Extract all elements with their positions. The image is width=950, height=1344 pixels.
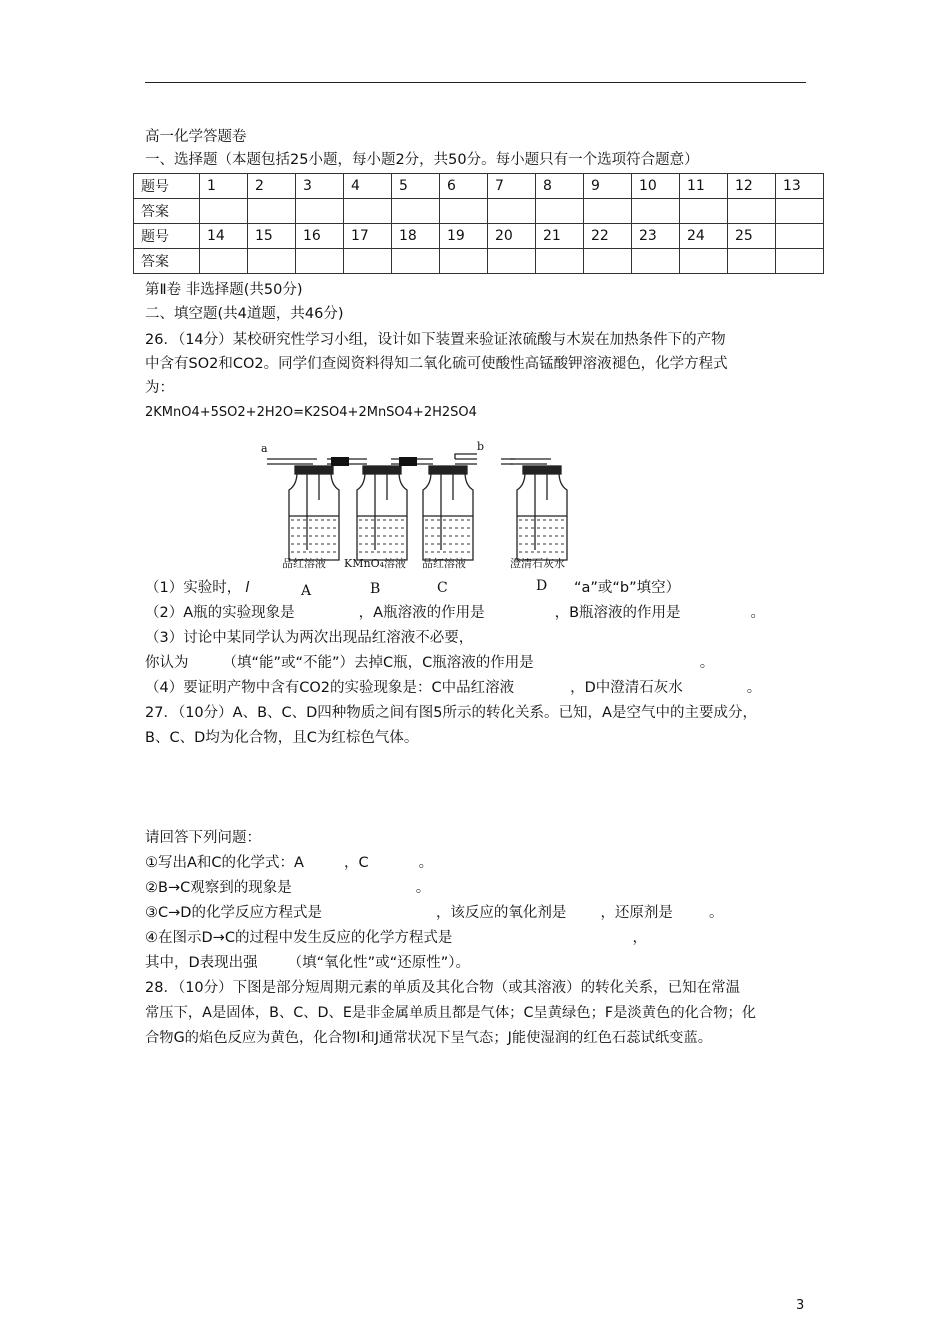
question-number: 15: [248, 224, 296, 249]
page-title: 高一化学答题卷: [145, 129, 247, 145]
q26-text: 中含有SO2和CO2。同学们查阅资料得知二氧化硫可使酸性高锰酸钾溶液褪色，化学方程式: [145, 356, 728, 372]
q26-sub3: 你认为 （填“能”或“不能”）去掉C瓶，C瓶溶液的作用是 。: [145, 655, 715, 671]
answer-cell[interactable]: [584, 249, 632, 274]
answer-cell[interactable]: [536, 249, 584, 274]
apparatus-figure: [255, 440, 585, 570]
q26-text: 为：: [145, 380, 174, 396]
answer-cell[interactable]: [440, 199, 488, 224]
bottle-a-solution-label: 品红溶液: [282, 557, 326, 570]
question-number: 1: [200, 174, 248, 199]
q26-sub1-mark: l: [245, 580, 250, 596]
answer-cell[interactable]: [248, 199, 296, 224]
answer-cell[interactable]: [200, 199, 248, 224]
q27-text: 27．（10分）A、B、C、D四种物质之间有图5所示的转化关系。已知，A是空气中的主要成分，: [145, 705, 757, 721]
question-number: 9: [584, 174, 632, 199]
q27-sub2: ②B→C观察到的现象是 。: [145, 880, 431, 896]
question-number: 24: [680, 224, 728, 249]
q26-text: 26．（14分）某校研究性学习小组，设计如下装置来验证浓硫酸与木炭在加热条件下的产物: [145, 332, 726, 348]
bottle-d-letter: D: [536, 578, 548, 594]
page-number: 3: [796, 1298, 805, 1313]
section1-title: 一、选择题（本题包括25小题，每小题2分，共50分。每小题只有一个选项符合题意）: [145, 152, 699, 168]
question-number: [776, 224, 824, 249]
q27-sub1: ①写出A和C的化学式：A ，C 。: [145, 855, 434, 871]
row-label-question: 题号: [134, 224, 200, 249]
answer-cell[interactable]: [296, 249, 344, 274]
port-a-label: a: [261, 442, 268, 455]
table-row-answers-2: [134, 249, 824, 274]
bottle-c-letter: C: [437, 580, 448, 596]
q26-sub1: [145, 578, 249, 598]
question-number: 8: [536, 174, 584, 199]
answer-cell[interactable]: [728, 249, 776, 274]
answer-cell[interactable]: [248, 249, 296, 274]
question-number: 2: [248, 174, 296, 199]
question-number: 7: [488, 174, 536, 199]
question-number: 11: [680, 174, 728, 199]
q26-sub1-suffix: “a”或“b”填空）: [574, 580, 681, 596]
q28-text: 合物G的焰色反应为黄色，化合物I和J通常状况下呈气态；J能使湿润的红色石蕊试纸变蓝。: [145, 1030, 713, 1046]
answer-cell[interactable]: [344, 199, 392, 224]
gas-washing-bottles-diagram: [255, 440, 585, 570]
question-number: 13: [776, 174, 824, 199]
question-number: 12: [728, 174, 776, 199]
question-number: 4: [344, 174, 392, 199]
section2-title: 二、填空题(共4道题，共46分): [145, 306, 344, 322]
answer-cell[interactable]: [776, 249, 824, 274]
answer-table: [133, 173, 824, 274]
q26-equation: 2KMnO4+5SO2+2H2O=K2SO4+2MnSO4+2H2SO4: [145, 405, 477, 420]
answer-cell[interactable]: [488, 249, 536, 274]
answer-cell[interactable]: [392, 249, 440, 274]
bottle-b-solution-label: KMnO₄溶液: [344, 557, 406, 570]
answer-cell[interactable]: [632, 199, 680, 224]
answer-cell[interactable]: [344, 249, 392, 274]
q27-sub4: ④在图示D→C的过程中发生反应的化学方程式是 ，: [145, 930, 647, 946]
answer-cell[interactable]: [296, 199, 344, 224]
bottle-d-solution-label: 澄清石灰水: [510, 557, 565, 570]
question-number: 3: [296, 174, 344, 199]
table-row-numbers-1: [134, 174, 824, 199]
q27-sub3: ③C→D的化学反应方程式是 ，该反应的氧化剂是 ，还原剂是 。: [145, 905, 724, 921]
question-number: 22: [584, 224, 632, 249]
question-number: 14: [200, 224, 248, 249]
q27-prompt: 请回答下列问题：: [145, 830, 261, 846]
question-number: 17: [344, 224, 392, 249]
q27-sub4-line2: 其中，D表现出强 （填“氧化性”或“还原性”）。: [145, 955, 470, 971]
question-number: 25: [728, 224, 776, 249]
answer-cell[interactable]: [680, 249, 728, 274]
row-label-question: 题号: [134, 174, 200, 199]
table-row-numbers-2: [134, 224, 824, 249]
question-number: 20: [488, 224, 536, 249]
port-b-label: b: [477, 440, 485, 453]
question-number: 10: [632, 174, 680, 199]
answer-cell[interactable]: [728, 199, 776, 224]
answer-cell[interactable]: [776, 199, 824, 224]
part2-title: 第Ⅱ卷 非选择题(共50分): [145, 282, 303, 298]
q26-sub4: （4）要证明产物中含有CO2的实验现象是：C中品红溶液 ，D中澄清石灰水 。: [145, 680, 762, 696]
question-number: 6: [440, 174, 488, 199]
q26-sub2: （2）A瓶的实验现象是 ，A瓶溶液的作用是 ，B瓶溶液的作用是 。: [145, 605, 766, 621]
bottle-a-letter: A: [301, 583, 312, 599]
answer-cell[interactable]: [488, 199, 536, 224]
question-number: 21: [536, 224, 584, 249]
question-number: 19: [440, 224, 488, 249]
question-number: 5: [392, 174, 440, 199]
bottle-b-letter: B: [370, 581, 381, 597]
answer-cell[interactable]: [200, 249, 248, 274]
answer-cell[interactable]: [584, 199, 632, 224]
question-number: 23: [632, 224, 680, 249]
q28-text: 常压下，A是固体，B、C、D、E是非金属单质且都是气体；C呈黄绿色；F是淡黄色的化合物；化: [145, 1005, 757, 1021]
answer-cell[interactable]: [536, 199, 584, 224]
q26-sub3-line1: （3）讨论中某同学认为两次出现品红溶液不必要，: [145, 630, 474, 646]
question-number: 16: [296, 224, 344, 249]
row-label-answer: 答案: [134, 249, 200, 274]
table-row-answers-1: [134, 199, 824, 224]
answer-cell[interactable]: [440, 249, 488, 274]
header-rule: [145, 82, 806, 83]
answer-cell[interactable]: [632, 249, 680, 274]
question-number: 18: [392, 224, 440, 249]
q27-text: B、C、D均为化合物，且C为红棕色气体。: [145, 730, 419, 746]
bottle-c-solution-label: 品红溶液: [422, 557, 466, 570]
q28-text: 28．（10分）下图是部分短周期元素的单质及其化合物（或其溶液）的转化关系，已知在常温: [145, 980, 741, 996]
row-label-answer: 答案: [134, 199, 200, 224]
answer-cell[interactable]: [392, 199, 440, 224]
q26-sub1-prefix: （1）实验时，: [145, 580, 242, 596]
answer-cell[interactable]: [680, 199, 728, 224]
